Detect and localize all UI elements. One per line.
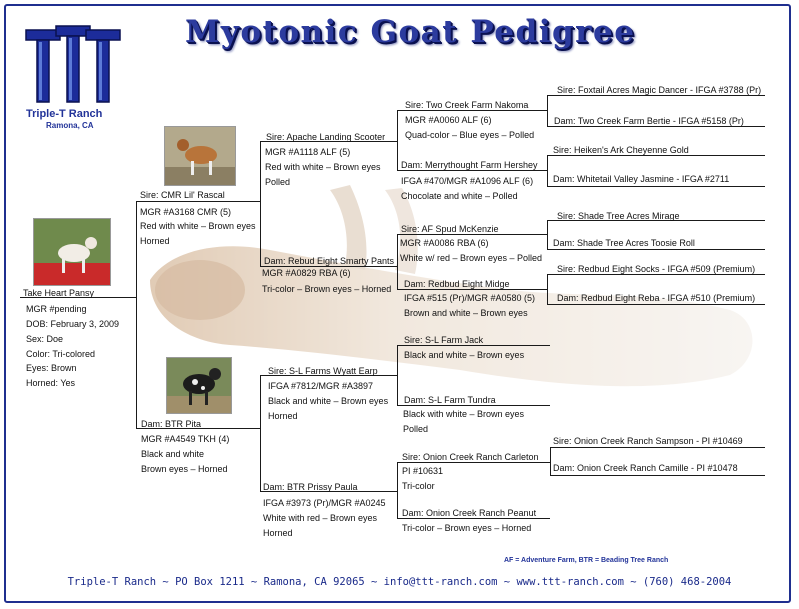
abbreviation-note: AF = Adventure Farm, BTR = Beading Tree Ranch bbox=[504, 557, 669, 564]
gggp-name: Sire: Foxtail Acres Magic Dancer - IFGA #3788 (Pr) bbox=[557, 85, 762, 95]
granddam-dam-info: White with red – Brown eyes bbox=[263, 513, 378, 523]
subject-name: Take Heart Pansy bbox=[23, 288, 95, 298]
ggp-name: Dam: Merrythought Farm Hershey bbox=[401, 160, 538, 170]
ggp-info: IFGA #515 (Pr)/MGR #A0580 (5) bbox=[404, 293, 536, 303]
sire-name: Sire: CMR Lil' Rascal bbox=[140, 190, 225, 200]
ggp-info: Polled bbox=[403, 424, 429, 434]
granddam-dam-info: IFGA #3973 (Pr)/MGR #A0245 bbox=[263, 498, 386, 508]
ggp-info: Brown and white – Brown eyes bbox=[404, 308, 528, 318]
granddam-sire-info: MGR #A0829 RBA (6) bbox=[262, 268, 351, 278]
subject-sex: Sex: Doe bbox=[26, 334, 64, 344]
gggp-name: Dam: Two Creek Farm Bertie - IFGA #5158 (Pr) bbox=[554, 116, 744, 126]
ggp-info: PI #10631 bbox=[402, 466, 444, 476]
ggp-name: Dam: Redbud Eight Midge bbox=[404, 279, 510, 289]
ggg-line-9 bbox=[550, 447, 765, 448]
sire-info: MGR #A3168 CMR (5) bbox=[140, 207, 232, 217]
subject-horned: Horned: Yes bbox=[26, 378, 76, 388]
sdd-line bbox=[397, 289, 547, 290]
gggp-name: Sire: Onion Creek Ranch Sampson - PI #10469 bbox=[553, 436, 743, 446]
grandsire-dam-name: Sire: S-L Farms Wyatt Earp bbox=[268, 366, 378, 376]
gggp-name: Dam: Whitetail Valley Jasmine - IFGA #2711 bbox=[553, 174, 730, 184]
sss-connector bbox=[547, 95, 548, 126]
subject-eyes: Eyes: Brown bbox=[26, 363, 77, 373]
ggp-name: Sire: AF Spud McKenzie bbox=[401, 224, 499, 234]
granddam-dam-name: Dam: BTR Prissy Paula bbox=[263, 482, 358, 492]
grandsire-sire-info: MGR #A1118 ALF (5) bbox=[265, 147, 351, 157]
gggp-name: Sire: Redbud Eight Socks - IFGA #509 (Premium) bbox=[557, 264, 756, 274]
ggp-name: Dam: Onion Creek Ranch Peanut bbox=[402, 508, 537, 518]
triple-t-logo-icon bbox=[20, 24, 124, 110]
ggg-line-7 bbox=[547, 274, 765, 275]
sire-info: Horned bbox=[140, 236, 170, 246]
dd-connector bbox=[397, 462, 398, 518]
granddam-dam-info: Horned bbox=[263, 528, 293, 538]
ggg-line-1 bbox=[547, 95, 765, 96]
ggp-info: Black with white – Brown eyes bbox=[403, 409, 525, 419]
ggg-line-6 bbox=[547, 249, 765, 250]
grandsire-sire-info: Polled bbox=[265, 177, 291, 187]
gggp-name: Sire: Heiken's Ark Cheyenne Gold bbox=[553, 145, 689, 155]
ggp-info: White w/ red – Brown eyes – Polled bbox=[400, 253, 543, 263]
dam-info: Black and white bbox=[141, 449, 205, 459]
ss-connector bbox=[397, 110, 398, 170]
dsd-line bbox=[397, 405, 550, 406]
page-title: Myotonic Goat Pedigree bbox=[185, 14, 636, 50]
dds-connector bbox=[550, 447, 551, 475]
sire-line bbox=[136, 201, 261, 202]
grandsire-dam-info: Horned bbox=[268, 411, 298, 421]
ds-connector bbox=[397, 345, 398, 405]
sds-connector bbox=[547, 220, 548, 249]
sss-line bbox=[397, 110, 547, 111]
gen1-connector bbox=[136, 201, 137, 428]
ggp-info: Chocolate and white – Polled bbox=[401, 191, 518, 201]
ggp-info: IFGA #470/MGR #A1096 ALF (6) bbox=[401, 176, 534, 186]
gggp-name: Dam: Redbud Eight Reba - IFGA #510 (Premium) bbox=[557, 293, 756, 303]
sire-goat-photo bbox=[164, 126, 236, 186]
sire-info: Red with white – Brown eyes bbox=[140, 221, 256, 231]
ggg-line-2 bbox=[547, 126, 765, 127]
grandsire-sire-info: Red with white – Brown eyes bbox=[265, 162, 381, 172]
ggp-info: Quad-color – Blue eyes – Polled bbox=[405, 130, 535, 140]
sire-connector bbox=[260, 141, 261, 266]
sd-line bbox=[260, 266, 398, 267]
subject-registration: MGR #pending bbox=[26, 304, 87, 314]
ggp-info: Tri-color bbox=[402, 481, 435, 491]
ggp-info: Tri-color – Brown eyes – Horned bbox=[402, 523, 532, 533]
logo-ranch-name: Triple-T Ranch bbox=[26, 108, 103, 120]
logo-ranch-location: Ramona, CA bbox=[46, 121, 94, 130]
gggp-name: Sire: Shade Tree Acres Mirage bbox=[557, 211, 680, 221]
ggg-line-8 bbox=[547, 304, 765, 305]
ssd-connector bbox=[547, 155, 548, 186]
dam-info: MGR #A4549 TKH (4) bbox=[141, 434, 230, 444]
dam-goat-photo bbox=[166, 357, 232, 414]
gggp-name: Dam: Onion Creek Ranch Camille - PI #10478 bbox=[553, 463, 738, 473]
ggp-info: MGR #A0060 ALF (6) bbox=[405, 115, 492, 125]
granddam-sire-info: Tri-color – Brown eyes – Horned bbox=[262, 284, 392, 294]
grandsire-dam-info: IFGA #7812/MGR #A3897 bbox=[268, 381, 374, 391]
dds-line bbox=[397, 462, 550, 463]
contact-footer: Triple-T Ranch ~ PO Box 1211 ~ Ramona, CA 92065 ~ info@ttt-ranch.com ~ www.ttt-ranch.com ~ (760) 468-2004 bbox=[67, 576, 732, 588]
dam-name: Dam: BTR Pita bbox=[141, 419, 202, 429]
sdd-connector bbox=[547, 274, 548, 304]
ggg-line-4 bbox=[547, 186, 765, 187]
subject-dob: DOB: February 3, 2009 bbox=[26, 319, 120, 329]
dss-line bbox=[397, 345, 550, 346]
sd-connector bbox=[397, 234, 398, 289]
dam-info: Brown eyes – Horned bbox=[141, 464, 228, 474]
ggg-line-10 bbox=[550, 475, 765, 476]
dam-connector bbox=[260, 375, 261, 491]
grandsire-sire-name: Sire: Apache Landing Scooter bbox=[266, 132, 386, 142]
granddam-sire-name: Dam: Rebud Eight Smarty Pants bbox=[264, 256, 395, 266]
subject-color: Color: Tri-colored bbox=[26, 349, 96, 359]
ssd-line bbox=[397, 170, 547, 171]
subject-goat-photo bbox=[33, 218, 111, 286]
ggg-line-3 bbox=[547, 155, 765, 156]
gggp-name: Dam: Shade Tree Acres Toosie Roll bbox=[553, 238, 695, 248]
ggp-name: Dam: S-L Farm Tundra bbox=[404, 395, 496, 405]
grandsire-dam-info: Black and white – Brown eyes bbox=[268, 396, 389, 406]
ggp-info: Black and white – Brown eyes bbox=[404, 350, 525, 360]
ggp-name: Sire: S-L Farm Jack bbox=[404, 335, 484, 345]
ddd-line bbox=[397, 518, 550, 519]
ggp-name: Sire: Onion Creek Ranch Carleton bbox=[402, 452, 539, 462]
ggp-name: Sire: Two Creek Farm Nakoma bbox=[405, 100, 529, 110]
ggp-info: MGR #A0086 RBA (6) bbox=[400, 238, 489, 248]
sds-line bbox=[397, 234, 547, 235]
